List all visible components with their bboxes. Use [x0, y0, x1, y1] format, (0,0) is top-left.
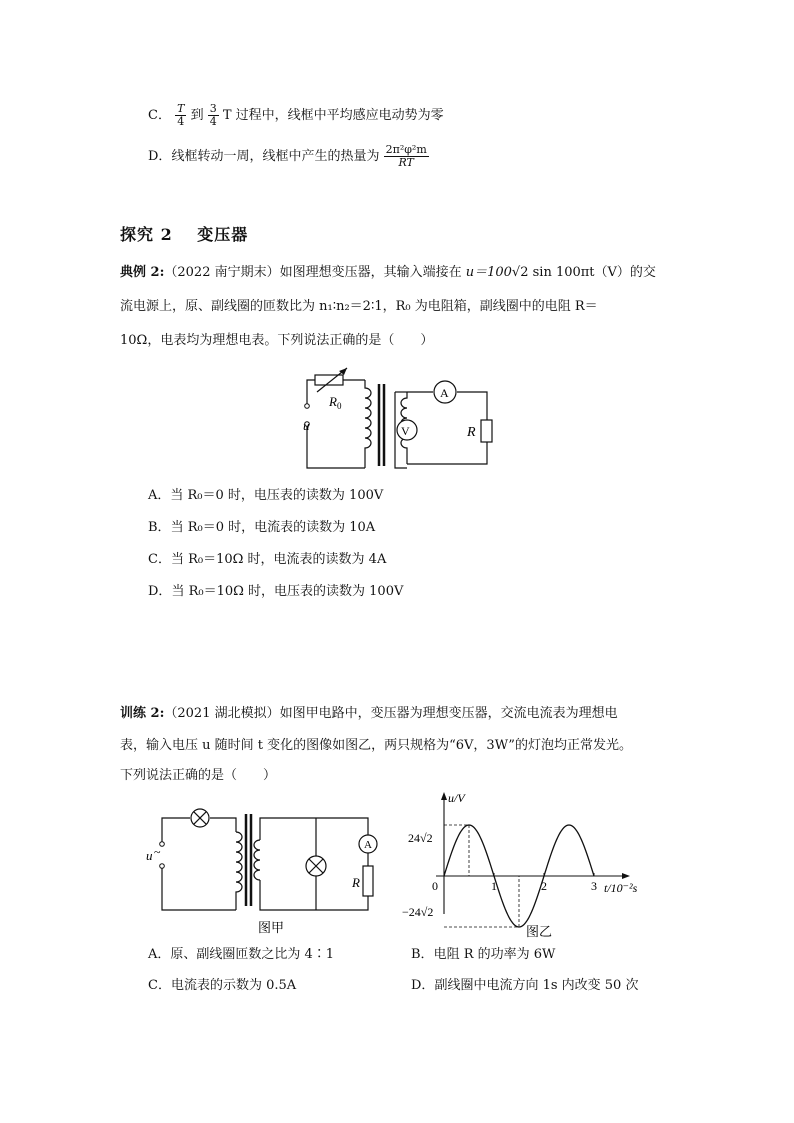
x-tick-label: 2 — [541, 879, 547, 893]
fraction-t-over-4: $\frac{T}{4}$ — [177, 102, 185, 128]
training2-option-d — [411, 977, 638, 995]
section-heading — [120, 222, 248, 245]
training2-line1 — [120, 705, 618, 723]
option-label: D． — [148, 584, 172, 599]
example2-option-c — [148, 551, 386, 569]
option-text: 当 R₀＝0 时，电压表的读数为 100V — [170, 488, 384, 503]
section-title: 探究 2 — [120, 225, 173, 244]
option-label: A． — [148, 488, 171, 503]
example2-option-d — [148, 583, 403, 601]
training2-line3: 下列说法正确的是（ ） — [120, 768, 277, 783]
y-top-label: 24√2 — [408, 831, 433, 845]
x-axis-label: t/10⁻²s — [604, 881, 638, 895]
label-r0: $R_0$ — [329, 394, 342, 411]
label-r-a: R — [352, 875, 360, 890]
label-a-a: A — [364, 839, 372, 851]
option-text: 副线圈中电流方向 1s 内改变 50 次 — [434, 978, 639, 993]
x-axis-arrow — [622, 873, 630, 879]
fraction-3-over-4: $\frac{3}{4}$ — [209, 102, 217, 128]
option-text: 电流表的示数为 0.5A — [170, 978, 297, 993]
option-text: 当 R₀＝0 时，电流表的读数为 10A — [170, 520, 376, 535]
resistor-r — [481, 420, 492, 442]
label-v: V — [401, 424, 410, 438]
y-bottom-label: −24√2 — [402, 905, 434, 919]
option-label: B． — [411, 947, 434, 962]
option-text: 当 R₀＝10Ω 时，电流表的读数为 4A — [170, 552, 387, 567]
training2-option-a — [148, 946, 334, 964]
formula-fragment: √2 sin 100πt（V）的交 — [511, 265, 656, 280]
option-label: A． — [148, 947, 171, 962]
training2-line2: 表，输入电压 u 随时间 t 变化的图像如图乙，两只规格为“6V，3W”的灯泡均正常发光。 — [120, 738, 632, 753]
caption-figure-a: 图甲 — [258, 920, 285, 935]
section-subtitle: 变压器 — [197, 225, 249, 244]
option-text: 线框转动一周，线框中产生的热量为 — [171, 149, 380, 164]
caption-figure-b: 图乙 — [526, 924, 553, 939]
option-label: D． — [411, 978, 435, 993]
option-label: C． — [148, 552, 171, 567]
example2-option-a — [148, 487, 383, 505]
text-fragment: （2021 湖北模拟）如图甲电路中，变压器为理想变压器，交流电流表为理想电 — [164, 706, 618, 721]
example2-line1 — [120, 264, 656, 282]
option-text: T 过程中，线框中平均感应电动势为零 — [222, 108, 444, 123]
y-axis-arrow — [441, 792, 447, 800]
secondary-coil-a — [254, 840, 260, 880]
transformer-circuit — [295, 366, 495, 472]
label-u-a: u — [146, 848, 153, 863]
training2-option-c — [148, 977, 296, 995]
option-label: C． — [148, 978, 171, 993]
x-tick-label: 1 — [491, 879, 497, 893]
example2-line3: 10Ω，电表均为理想电表。下列说法正确的是（ ） — [120, 333, 434, 348]
label-a: A — [440, 386, 449, 400]
label-u: u — [303, 418, 310, 433]
q1-option-c — [148, 103, 444, 128]
primary-wire-bottom — [307, 424, 365, 468]
text-fragment: （2022 南宁期末）如图理想变压器，其输入端接在 — [164, 265, 466, 280]
x-tick-label: 3 — [591, 879, 597, 893]
figure-b-graph — [398, 790, 660, 940]
training2-option-b — [411, 946, 555, 964]
text-to: 到 — [190, 108, 204, 123]
example2-line2: 流电源上，原、副线圈的匝数比为 n₁∶n₂＝2∶1，R₀ 为电阻箱，副线圈中的电阻 R＝ — [120, 299, 598, 314]
primary-coil-a — [236, 832, 242, 910]
fraction-heat: $\frac{\text{2π²φ²m}}{RT}$ — [385, 143, 427, 169]
example-tag: 典例 2: — [120, 265, 165, 280]
example2-option-b — [148, 519, 375, 537]
resistor-r0 — [315, 375, 343, 385]
option-label: B． — [148, 520, 171, 535]
q1-option-d — [148, 144, 429, 169]
label-tilde: ~ — [154, 845, 161, 859]
option-text: 电阻 R 的功率为 6W — [433, 947, 556, 962]
option-text: 当 R₀＝10Ω 时，电压表的读数为 100V — [171, 584, 404, 599]
origin-label: 0 — [432, 879, 438, 893]
figure-a-circuit — [140, 800, 388, 940]
training-tag: 训练 2: — [120, 706, 165, 721]
resistor-r-a — [363, 866, 373, 896]
y-axis-label: u/V — [448, 791, 465, 805]
option-label: C． — [148, 108, 171, 123]
option-label: D． — [148, 149, 172, 164]
formula-fragment: u＝100 — [465, 265, 512, 280]
option-text: 原、副线圈匝数之比为 4∶1 — [170, 947, 335, 962]
label-r: R — [467, 425, 476, 440]
primary-coil — [365, 380, 371, 468]
